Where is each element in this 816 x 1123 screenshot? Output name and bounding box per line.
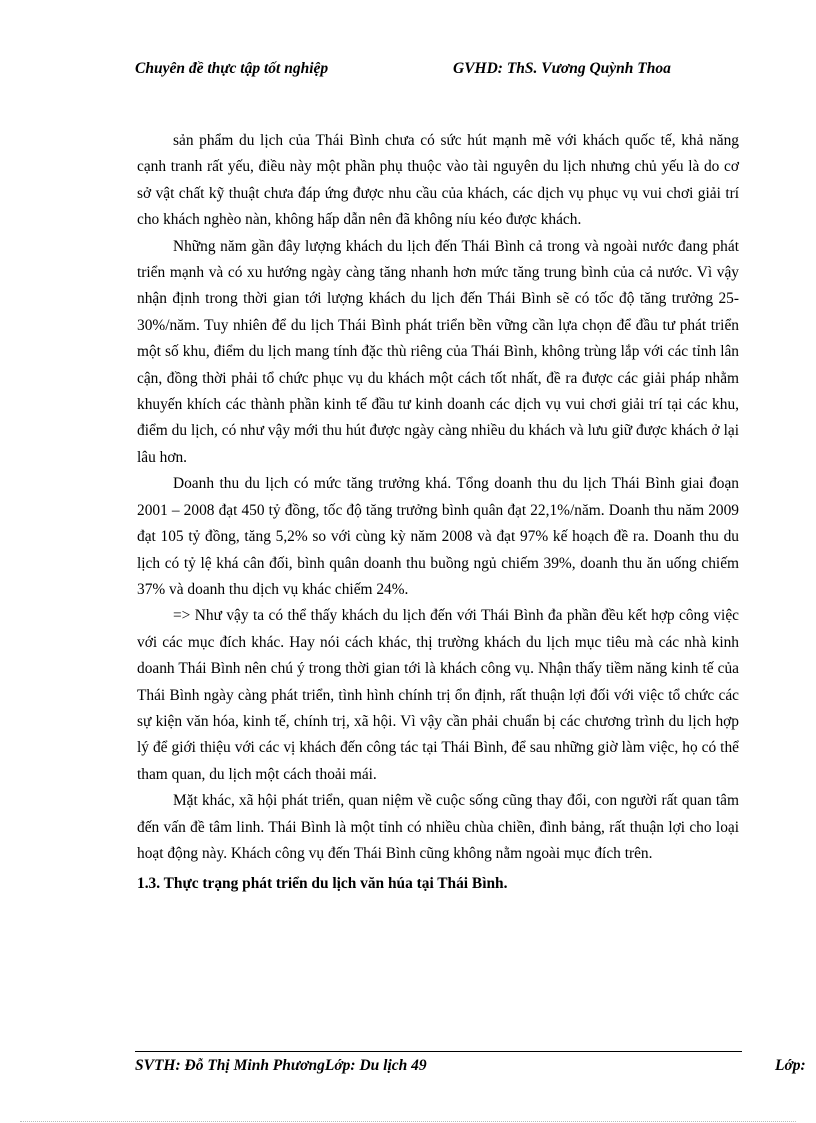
page-bottom-edge [20,1121,796,1122]
paragraph-3: Doanh thu du lịch có mức tăng trưởng khá. Tổng doanh thu du lịch Thái Bình giai đoạn 2001 – 2008 đạt 450 tỷ đồng, tốc độ tăng trưởng bình quân đạt 22,1%/năm. Doanh thu năm 2009 đạt 105 tỷ đồng, tăng 5,2% so với cùng kỳ năm 2008 và đạt 97% kế hoạch đề ra. Doanh thu du lịch có tỷ lệ khá cân đối, bình quân doanh thu buồng ngủ chiếm 39%, doanh thu ăn uống chiếm 37% và doanh thu dịch vụ khác chiếm 24%. [137,475,739,598]
page-footer [135,1057,816,1079]
paragraph-2: Những năm gần đây lượng khách du lịch đến Thái Bình cả trong và ngoài nước đang phát triển mạnh và có xu hướng ngày càng tăng nhanh hơn mức tăng trung bình của cả nước. Vì vậy nhận định trong thời gian tới lượng khách du lịch đến Thái Bình sẽ có tốc độ tăng trưởng 25-30%/năm. Tuy nhiên để du lịch Thái Bình phát triển bền vững cần lựa chọn để đầu tư phát triển một số khu, điểm du lịch mang tính đặc thù riêng của Thái Bình, không trùng lắp với các tỉnh lân cận, đồng thời phải tổ chức phục vụ du khách một cách tốt nhất, đề ra được các giải pháp nhằm khuyến khích các thành phần kinh tế đầu tư kinh doanh các dịch vụ vui chơi giải trí tại các khu, điểm du lịch, có như vậy mới thu hút được ngày càng nhiều du khách và lưu giữ được khách ở lại lâu hơn. [137,237,739,466]
paragraph-4: => Như vậy ta có thể thấy khách du lịch đến với Thái Bình đa phần đều kết hợp công việc với các mục đích khác. Hay nói cách khác, thị trường khách du lịch mục tiêu mà các nhà kinh doanh Thái Bình nên chú ý trong thời gian tới là khách công vụ. Nhận thấy tiềm năng kinh tế của Thái Bình ngày càng phát triển, tình hình chính trị ổn định, rất thuận lợi đối với việc tổ chức các sự kiện văn hóa, kinh tế, chính trị, xã hội. Vì vậy cần phải chuẩn bị các chương trình du lịch hợp lý để giới thiệu với các vị khách đến công tác tại Thái Bình, để sau những giờ làm việc, họ có thể tham quan, du lịch một cách thoải mái. [137,607,739,783]
section-heading: 1.3. Thực trạng phát triển du lịch văn húa tại Thái Bình. [137,875,508,893]
footer-class: Lớp: [775,1057,806,1074]
paragraph-1: sản phẩm du lịch của Thái Bình chưa có sức hút mạnh mẽ với khách quốc tế, khả năng cạnh tranh rất yếu, điều này một phần phụ thuộc vào tài nguyên du lịch nhưng chủ yếu là do cơ sở vật chất kỹ thuật chưa đáp ứng được nhu cầu của khách, các dịch vụ phục vụ vui chơi giải trí cho khách nghèo nàn, không hấp dẫn nên đã không níu kéo được khách. [137,132,739,229]
page-header [135,60,735,84]
header-title: Chuyên đề thực tập tốt nghiệp [135,60,329,77]
paragraph-5: Mặt khác, xã hội phát triển, quan niệm về cuộc sống cũng thay đổi, con người rất quan tâm đến vấn đề tâm linh. Thái Bình là một tỉnh có nhiều chùa chiền, đình bảng, rất thuận lợi cho loại hoạt động này. Khách công vụ đến Thái Bình cũng không nằm ngoài mục đích trên. [137,792,739,862]
footer-divider [135,1051,742,1052]
footer-student: SVTH: Đỗ Thị Minh PhươngLớp: Du lịch 49 [135,1057,427,1074]
document-body [137,128,739,898]
header-supervisor: GVHD: ThS. Vương Quỳnh Thoa [453,60,671,77]
